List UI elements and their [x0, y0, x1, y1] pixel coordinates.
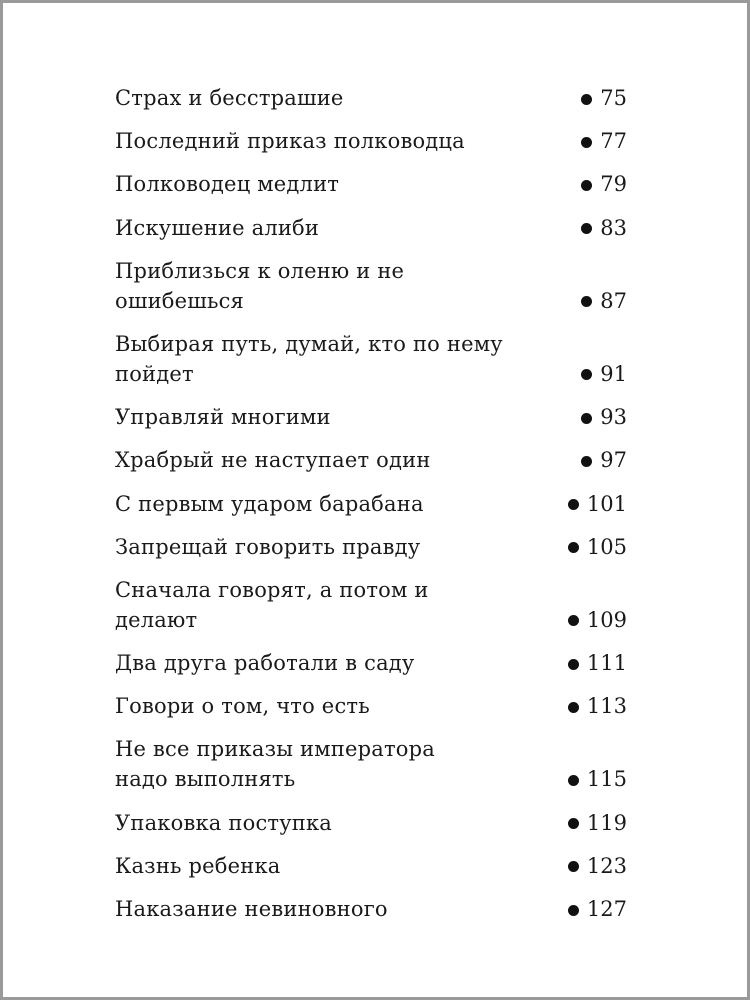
toc-entry-title	[115, 648, 414, 678]
page-number: 119	[586, 810, 627, 835]
toc-entry-title	[115, 808, 332, 838]
page-number: 91	[600, 361, 627, 386]
toc-entry[interactable]	[115, 734, 627, 794]
toc-entry-title	[115, 126, 465, 156]
bullet-icon	[568, 818, 579, 829]
toc-entry[interactable]	[115, 329, 627, 389]
toc-entry-title	[115, 532, 420, 562]
bullet-icon	[581, 413, 592, 424]
toc-entry[interactable]	[115, 213, 627, 243]
toc-entry[interactable]	[115, 691, 627, 721]
toc-entry-title-line: Управляй многими	[115, 405, 331, 430]
toc-entry-title-line: Казнь ребенка	[115, 853, 281, 878]
page-number: 109	[586, 607, 627, 632]
bullet-icon	[568, 542, 579, 553]
bullet-icon	[568, 615, 579, 626]
toc-entry-title-line: Полководец медлит	[115, 172, 340, 197]
bullet-icon	[568, 861, 579, 872]
page-number: 79	[600, 172, 627, 197]
toc-entry-title-line: Храбрый не наступает один	[115, 448, 431, 473]
toc-entry-title	[115, 489, 424, 519]
toc-entry[interactable]	[115, 256, 627, 316]
page-number: 97	[600, 448, 627, 473]
toc-entry[interactable]	[115, 83, 627, 113]
toc-entry-title	[115, 402, 331, 432]
bullet-icon	[568, 659, 579, 670]
toc-entry-title	[115, 894, 388, 924]
page-number: 83	[600, 215, 627, 240]
page-number: 77	[600, 129, 627, 154]
toc-page-ref	[581, 126, 627, 156]
toc-entry[interactable]	[115, 575, 627, 635]
toc-entry-title-line: Искушение алиби	[115, 215, 320, 240]
toc-entry[interactable]	[115, 532, 627, 562]
page-number: 123	[586, 853, 627, 878]
toc-entry-title-line: Запрещай говорить правду	[115, 534, 421, 559]
page-number: 87	[600, 288, 627, 313]
bullet-icon	[568, 499, 579, 510]
toc-page-ref	[568, 605, 627, 635]
toc-page-ref	[568, 691, 627, 721]
table-of-contents	[115, 83, 627, 937]
toc-entry-title-line: надо выполнять	[115, 767, 296, 792]
page-number: 105	[586, 534, 627, 559]
page-number: 127	[586, 897, 627, 921]
toc-entry-title-line: Страх и бесстрашие	[115, 86, 344, 110]
toc-entry-title	[115, 329, 503, 389]
toc-entry-title	[115, 169, 339, 199]
bullet-icon	[581, 223, 592, 234]
toc-entry-title-line: Последний приказ полководца	[115, 129, 465, 154]
toc-entry[interactable]	[115, 169, 627, 199]
toc-entry-title-line: Не все приказы императора	[115, 737, 435, 762]
page-number: 101	[586, 491, 627, 516]
toc-entry-title	[115, 734, 435, 794]
toc-entry-title	[115, 445, 431, 475]
toc-entry-title-line: Выбирая путь, думай, кто по нему	[115, 331, 503, 356]
toc-entry-title	[115, 851, 281, 881]
toc-entry-title-line: Упаковка поступка	[115, 810, 333, 835]
toc-entry[interactable]	[115, 851, 627, 881]
toc-entry-title	[115, 575, 515, 635]
toc-page-ref	[581, 286, 627, 316]
toc-page-ref	[581, 213, 627, 243]
toc-page-ref	[581, 402, 627, 432]
toc-entry[interactable]	[115, 489, 627, 519]
page-number: 113	[586, 694, 627, 719]
page-number: 75	[600, 86, 627, 110]
page-number: 115	[586, 767, 627, 792]
toc-entry-title-line: пойдет	[115, 361, 194, 386]
bullet-icon	[568, 775, 579, 786]
toc-entry-title	[115, 213, 319, 243]
page-number: 93	[600, 405, 627, 430]
toc-entry[interactable]	[115, 894, 627, 924]
toc-page-ref	[581, 169, 627, 199]
page-number: 111	[586, 651, 627, 676]
toc-page-ref	[568, 808, 627, 838]
toc-entry[interactable]	[115, 126, 627, 156]
bullet-icon	[581, 456, 592, 467]
toc-entry[interactable]	[115, 808, 627, 838]
toc-page-ref	[568, 764, 627, 794]
toc-page-ref	[568, 894, 627, 924]
bullet-icon	[581, 180, 592, 191]
bullet-icon	[581, 369, 592, 380]
toc-entry-title	[115, 256, 515, 316]
bullet-icon	[581, 137, 592, 148]
bullet-icon	[568, 905, 579, 916]
toc-entry-title-line: Приблизься к оленю и не ошибешься	[115, 258, 405, 313]
toc-page-ref	[568, 489, 627, 519]
toc-entry-title-line: Два друга работали в саду	[115, 651, 415, 676]
toc-page-ref	[568, 648, 627, 678]
toc-page-ref	[581, 83, 627, 113]
bullet-icon	[568, 702, 579, 713]
toc-page-ref	[568, 851, 627, 881]
toc-entry[interactable]	[115, 445, 627, 475]
toc-entry-title	[115, 83, 344, 113]
bullet-icon	[581, 94, 592, 105]
toc-entry[interactable]	[115, 648, 627, 678]
toc-page-ref	[568, 532, 627, 562]
toc-entry-title	[115, 691, 370, 721]
toc-entry[interactable]	[115, 402, 627, 432]
toc-entry-title-line: Наказание невиновного	[115, 897, 388, 921]
toc-entry-title-line: С первым ударом барабана	[115, 491, 424, 516]
toc-page-ref	[581, 359, 627, 389]
bullet-icon	[581, 296, 592, 307]
toc-entry-title-line: Говори о том, что есть	[115, 694, 370, 719]
toc-page-ref	[581, 445, 627, 475]
toc-entry-title-line: Сначала говорят, а потом и делают	[115, 577, 429, 632]
